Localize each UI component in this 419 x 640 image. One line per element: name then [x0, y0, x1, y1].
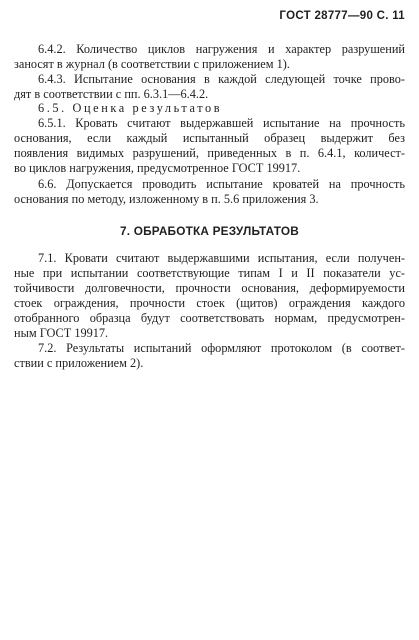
paragraph-7-1-line-5: отобранного образца будут соответствовать нормам, предусмотрен- [14, 311, 405, 325]
paragraph-7-1-line-3: тойчивости долговечности, прочности основания, деформируемости [14, 281, 405, 295]
page-header: ГОСТ 28777—90 С. 11 [279, 10, 405, 22]
paragraph-6-6-line-2: основания по методу, изложенному в п. 5.6 приложения 3. [14, 192, 319, 206]
paragraph-6-4-2-line-1: 6.4.2. Количество циклов нагружения и характер разрушений [38, 42, 405, 56]
paragraph-6-4-3-line-2: дят в соответствии с пп. 6.3.1—6.4.2. [14, 87, 209, 101]
paragraph-7-2-line-1: 7.2. Результаты испытаний оформляют протоколом (в соответ- [38, 341, 405, 355]
paragraph-6-6-line-1: 6.6. Допускается проводить испытание кроватей на прочность [38, 177, 405, 191]
paragraph-6-5-heading: 6.5. Оценка результатов [38, 101, 223, 115]
paragraph-7-1-line-6: ным ГОСТ 19917. [14, 326, 109, 340]
paragraph-6-5-1-line-2: основания, если каждый испытанный образец выдержит без [14, 131, 405, 145]
paragraph-7-1-line-1: 7.1. Кровати считают выдержавшими испытания, если получен- [38, 251, 405, 265]
paragraph-6-4-3-line-1: 6.4.3. Испытание основания в каждой следующей точке прово- [38, 72, 405, 86]
paragraph-7-1-line-4: стоек ограждения, прочности стоек (щитов) ограждения каждого [14, 296, 405, 310]
paragraph-6-5-1-line-4: во циклов нагружения, предусмотренное ГОСТ 19917. [14, 161, 301, 175]
paragraph-6-5-1-line-1: 6.5.1. Кровать считают выдержавшей испытание на прочность [38, 116, 405, 130]
paragraph-7-1-line-2: ные при испытании соответствующие типам I и II показатели ус- [14, 266, 405, 280]
paragraph-6-5-1-line-3: появления видимых разрушений, приведенных в п. 6.4.1, количест- [14, 146, 405, 160]
section-title: 7. ОБРАБОТКА РЕЗУЛЬТАТОВ [120, 224, 299, 238]
paragraph-7-2-line-2: ствии с приложением 2). [14, 356, 144, 370]
paragraph-6-4-2-line-2: заносят в журнал (в соответствии с приложением 1). [14, 57, 290, 71]
